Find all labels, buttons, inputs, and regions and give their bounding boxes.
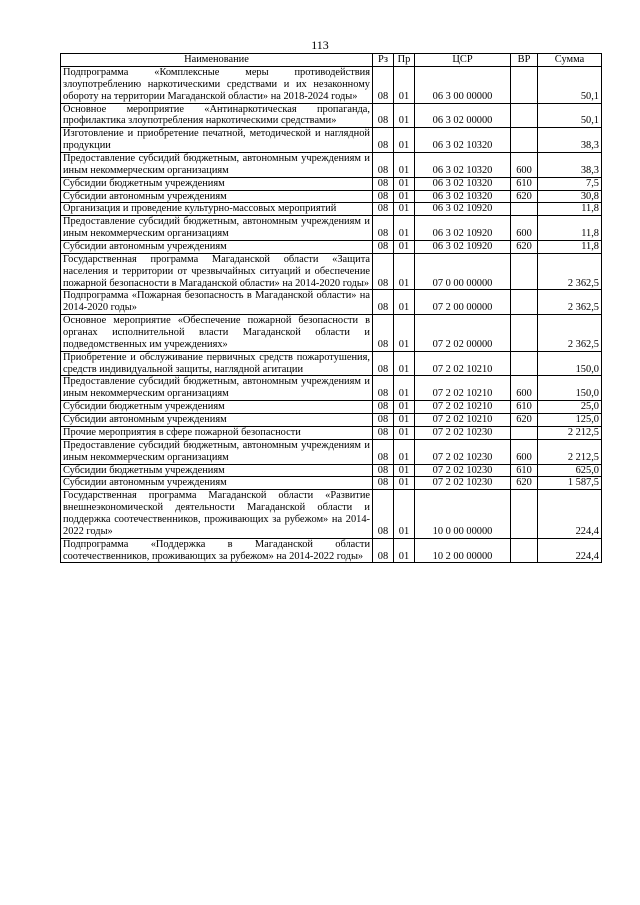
header-sum: Сумма: [538, 54, 602, 67]
cell-vr: [511, 253, 538, 290]
cell-vr: 620: [511, 477, 538, 490]
cell-name: Субсидии бюджетным учреждениям: [61, 401, 373, 414]
cell-pr: 01: [394, 153, 415, 178]
cell-name: Государственная программа Магаданской области «Защита населения и территории от чрезвычайных ситуаций и обеспечение пожарной безопасности в Магаданской области» на 2014-2020 годы»: [61, 253, 373, 290]
cell-vr: [511, 203, 538, 216]
cell-rz: 08: [373, 153, 394, 178]
table-row: [61, 315, 602, 352]
cell-csr: 07 2 02 00000: [415, 315, 511, 352]
cell-pr: 01: [394, 490, 415, 538]
cell-csr: 07 2 02 10210: [415, 414, 511, 427]
table-row: [61, 190, 602, 203]
table-row: [61, 351, 602, 376]
cell-csr: 07 0 00 00000: [415, 253, 511, 290]
table-row: [61, 426, 602, 439]
cell-sum: 2 212,5: [538, 439, 602, 464]
cell-rz: 08: [373, 253, 394, 290]
cell-csr: 06 3 02 10920: [415, 241, 511, 254]
cell-vr: 610: [511, 177, 538, 190]
cell-vr: [511, 538, 538, 563]
cell-csr: 07 2 02 10210: [415, 351, 511, 376]
cell-csr: 06 3 02 10320: [415, 128, 511, 153]
cell-pr: 01: [394, 439, 415, 464]
cell-pr: 01: [394, 128, 415, 153]
table-row: [61, 290, 602, 315]
cell-vr: [511, 128, 538, 153]
header-pr: Пр: [394, 54, 415, 67]
table-row: [61, 153, 602, 178]
cell-csr: 07 2 02 10230: [415, 477, 511, 490]
cell-sum: 50,1: [538, 67, 602, 104]
cell-vr: 620: [511, 241, 538, 254]
cell-pr: 01: [394, 253, 415, 290]
cell-csr: 06 3 02 10320: [415, 177, 511, 190]
cell-vr: 610: [511, 401, 538, 414]
cell-csr: 06 3 02 10920: [415, 216, 511, 241]
header-vr: ВР: [511, 54, 538, 67]
table-row: [61, 464, 602, 477]
cell-csr: 10 0 00 00000: [415, 490, 511, 538]
cell-csr: 06 3 02 10320: [415, 153, 511, 178]
cell-name: Предоставление субсидий бюджетным, автономным учреждениям и иным некоммерческим организациям: [61, 153, 373, 178]
cell-rz: 08: [373, 439, 394, 464]
cell-pr: 01: [394, 351, 415, 376]
cell-name: Приобретение и обслуживание первичных средств пожаротушения, средств индивидуальной защиты, наглядной агитации: [61, 351, 373, 376]
table-body: [61, 67, 602, 563]
cell-csr: 07 2 02 10230: [415, 426, 511, 439]
table-row: [61, 477, 602, 490]
cell-sum: 224,4: [538, 490, 602, 538]
table-row: [61, 177, 602, 190]
cell-name: Организация и проведение культурно-массовых мероприятий: [61, 203, 373, 216]
cell-pr: 01: [394, 477, 415, 490]
cell-sum: 30,8: [538, 190, 602, 203]
cell-sum: 2 362,5: [538, 253, 602, 290]
cell-pr: 01: [394, 241, 415, 254]
cell-name: Субсидии бюджетным учреждениям: [61, 177, 373, 190]
cell-pr: 01: [394, 464, 415, 477]
cell-name: Подпрограмма «Поддержка в Магаданской области соотечественников, проживающих за рубежом» на 2014-2022 годы»: [61, 538, 373, 563]
cell-vr: [511, 67, 538, 104]
cell-rz: 08: [373, 414, 394, 427]
cell-sum: 50,1: [538, 103, 602, 128]
cell-sum: 7,5: [538, 177, 602, 190]
header-rz: Рз: [373, 54, 394, 67]
cell-rz: 08: [373, 290, 394, 315]
cell-vr: [511, 315, 538, 352]
cell-rz: 08: [373, 401, 394, 414]
table-row: [61, 241, 602, 254]
cell-name: Субсидии автономным учреждениям: [61, 241, 373, 254]
cell-rz: 08: [373, 177, 394, 190]
cell-csr: 07 2 02 10230: [415, 464, 511, 477]
header-row: [61, 54, 602, 67]
cell-vr: [511, 351, 538, 376]
table-row: [61, 490, 602, 538]
table-row: [61, 103, 602, 128]
cell-name: Субсидии автономным учреждениям: [61, 190, 373, 203]
table-row: [61, 128, 602, 153]
cell-vr: 600: [511, 216, 538, 241]
cell-pr: 01: [394, 290, 415, 315]
cell-csr: 06 3 02 10920: [415, 203, 511, 216]
cell-name: Подпрограмма «Пожарная безопасность в Магаданской области» на 2014-2020 годы»: [61, 290, 373, 315]
cell-name: Государственная программа Магаданской области «Развитие внешнеэкономической деятельности Магаданской области и поддержка соотечественников, проживающих за рубежом» на 2014-2022 годы»: [61, 490, 373, 538]
cell-sum: 38,3: [538, 128, 602, 153]
cell-pr: 01: [394, 376, 415, 401]
cell-vr: [511, 290, 538, 315]
cell-pr: 01: [394, 216, 415, 241]
cell-rz: 08: [373, 490, 394, 538]
table-row: [61, 401, 602, 414]
cell-sum: 2 362,5: [538, 315, 602, 352]
cell-vr: 600: [511, 153, 538, 178]
cell-name: Основное мероприятие «Обеспечение пожарной безопасности в органах исполнительной власти Магаданской области и подведомственных им учреждениях»: [61, 315, 373, 352]
table-row: [61, 67, 602, 104]
cell-pr: 01: [394, 177, 415, 190]
cell-pr: 01: [394, 190, 415, 203]
cell-sum: 1 587,5: [538, 477, 602, 490]
cell-name: Субсидии бюджетным учреждениям: [61, 464, 373, 477]
table-row: [61, 439, 602, 464]
cell-sum: 224,4: [538, 538, 602, 563]
cell-csr: 07 2 02 10210: [415, 376, 511, 401]
cell-pr: 01: [394, 414, 415, 427]
cell-name: Предоставление субсидий бюджетным, автономным учреждениям и иным некоммерческим организациям: [61, 376, 373, 401]
cell-sum: 38,3: [538, 153, 602, 178]
cell-name: Прочие мероприятия в сфере пожарной безопасности: [61, 426, 373, 439]
cell-sum: 150,0: [538, 351, 602, 376]
table-row: [61, 253, 602, 290]
cell-csr: 07 2 02 10230: [415, 439, 511, 464]
cell-vr: 620: [511, 414, 538, 427]
cell-rz: 08: [373, 128, 394, 153]
cell-sum: 11,8: [538, 241, 602, 254]
header-name: Наименование: [61, 54, 373, 67]
cell-name: Субсидии автономным учреждениям: [61, 414, 373, 427]
cell-pr: 01: [394, 203, 415, 216]
cell-rz: 08: [373, 103, 394, 128]
cell-vr: 600: [511, 439, 538, 464]
cell-name: Субсидии автономным учреждениям: [61, 477, 373, 490]
cell-rz: 08: [373, 241, 394, 254]
cell-sum: 11,8: [538, 216, 602, 241]
cell-rz: 08: [373, 477, 394, 490]
cell-rz: 08: [373, 426, 394, 439]
cell-csr: 07 2 02 10210: [415, 401, 511, 414]
cell-pr: 01: [394, 67, 415, 104]
page-number: 113: [311, 38, 329, 52]
table-row: [61, 414, 602, 427]
cell-rz: 08: [373, 376, 394, 401]
cell-sum: 625,0: [538, 464, 602, 477]
cell-csr: 06 3 02 10320: [415, 190, 511, 203]
cell-pr: 01: [394, 103, 415, 128]
cell-pr: 01: [394, 315, 415, 352]
cell-name: Предоставление субсидий бюджетным, автономным учреждениям и иным некоммерческим организациям: [61, 439, 373, 464]
cell-csr: 06 3 00 00000: [415, 67, 511, 104]
cell-vr: [511, 103, 538, 128]
cell-sum: 150,0: [538, 376, 602, 401]
table-row: [61, 216, 602, 241]
cell-vr: [511, 426, 538, 439]
cell-rz: 08: [373, 351, 394, 376]
cell-sum: 25,0: [538, 401, 602, 414]
cell-pr: 01: [394, 426, 415, 439]
cell-vr: 620: [511, 190, 538, 203]
cell-rz: 08: [373, 203, 394, 216]
table-row: [61, 538, 602, 563]
cell-name: Основное мероприятие «Антинаркотическая пропаганда, профилактика злоупотребления наркотическими средствами»: [61, 103, 373, 128]
cell-name: Подпрограмма «Комплексные меры противодействия злоупотреблению наркотическими средствами и их незаконному обороту на территории Магаданской области» на 2018-2024 годы»: [61, 67, 373, 104]
table-row: [61, 376, 602, 401]
cell-vr: 610: [511, 464, 538, 477]
cell-csr: 10 2 00 00000: [415, 538, 511, 563]
cell-rz: 08: [373, 464, 394, 477]
cell-sum: 2 212,5: [538, 426, 602, 439]
cell-vr: [511, 490, 538, 538]
cell-sum: 11,8: [538, 203, 602, 216]
cell-csr: 07 2 00 00000: [415, 290, 511, 315]
cell-pr: 01: [394, 538, 415, 563]
cell-vr: 600: [511, 376, 538, 401]
cell-pr: 01: [394, 401, 415, 414]
cell-rz: 08: [373, 190, 394, 203]
cell-sum: 2 362,5: [538, 290, 602, 315]
cell-rz: 08: [373, 315, 394, 352]
table-row: [61, 203, 602, 216]
cell-name: Предоставление субсидий бюджетным, автономным учреждениям и иным некоммерческим организациям: [61, 216, 373, 241]
cell-rz: 08: [373, 216, 394, 241]
budget-table: [60, 53, 602, 563]
cell-rz: 08: [373, 67, 394, 104]
header-csr: ЦСР: [415, 54, 511, 67]
cell-rz: 08: [373, 538, 394, 563]
cell-name: Изготовление и приобретение печатной, методической и наглядной продукции: [61, 128, 373, 153]
cell-csr: 06 3 02 00000: [415, 103, 511, 128]
cell-sum: 125,0: [538, 414, 602, 427]
